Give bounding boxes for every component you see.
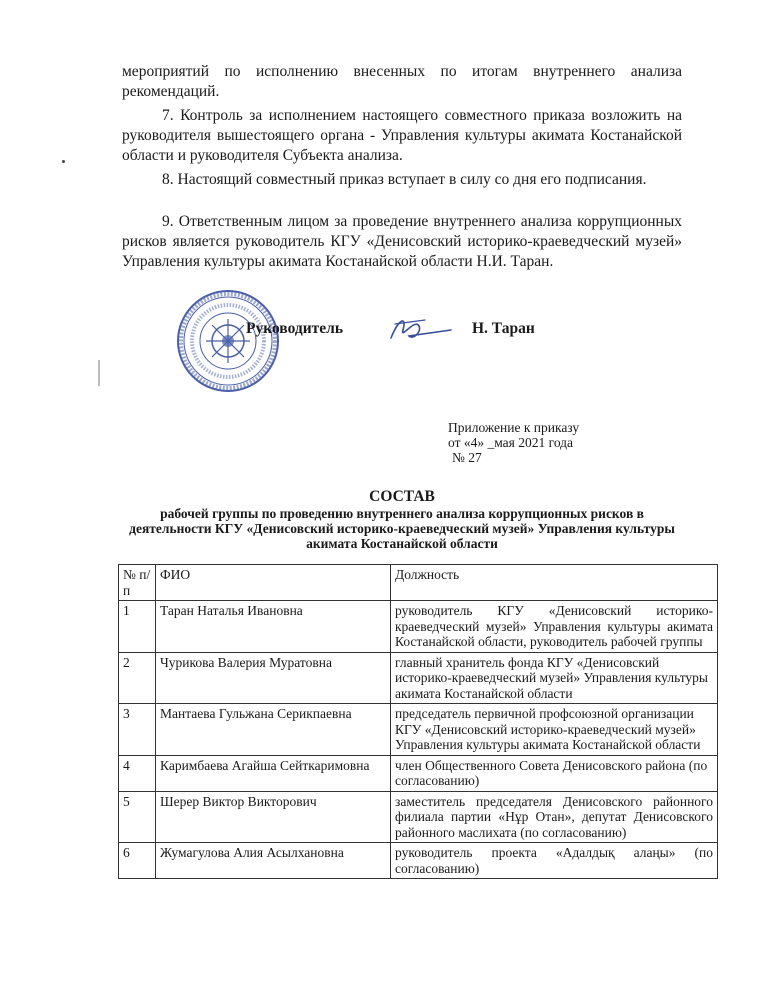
row-position: главный хранитель фонда КГУ «Денисовский историко-краеведческий музей» Управления культуры акимата Костанайской области	[391, 652, 718, 704]
working-group-table	[118, 564, 718, 879]
row-number: 5	[119, 791, 156, 843]
row-name: Каримбаева Агайша Сейткаримовна	[156, 755, 391, 791]
row-name: Таран Наталья Ивановна	[156, 601, 391, 653]
scan-mark	[62, 160, 65, 163]
annex-block	[448, 420, 579, 465]
row-name: Жумагулова Алия Асылхановна	[156, 843, 391, 879]
row-position: руководитель проекта «Адалдық алаңы» (по согласованию)	[391, 843, 718, 879]
row-name: Мантаева Гульжана Серикпаевна	[156, 704, 391, 756]
signatory-name: Н. Таран	[472, 320, 535, 337]
table-row	[119, 843, 718, 879]
table-row	[119, 755, 718, 791]
row-number: 3	[119, 704, 156, 756]
handwritten-signature-icon	[385, 312, 455, 346]
paragraph-continuation: мероприятий по исполнению внесенных по итогам внутреннего анализа рекомендаций.	[122, 63, 682, 100]
row-number: 4	[119, 755, 156, 791]
table-row	[119, 652, 718, 704]
header-name: ФИО	[156, 565, 391, 601]
signature-title: Руководитель	[246, 320, 344, 337]
paragraph-9: 9. Ответственным лицом за проведение внутреннего анализа коррупционных рисков является руководитель КГУ «Денисовский историко-краеведческий музей» Управления культуры акимата Костанайской области Н.И. Таран.	[122, 213, 682, 270]
row-position: председатель первичной профсоюзной организации КГУ «Денисовский историко-краеведческий музей» Управления культуры акимата Костанайской области	[391, 704, 718, 756]
row-position: руководитель КГУ «Денисовский историко-краеведческий музей» Управления культуры акимата Костанайской области, руководитель рабочей группы	[391, 601, 718, 653]
row-number: 1	[119, 601, 156, 653]
table-header-row	[119, 565, 718, 601]
paragraph-8: 8. Настоящий совместный приказ вступает в силу со дня его подписания.	[162, 171, 647, 188]
document-heading: СОСТАВ	[369, 488, 435, 505]
annex-line: Приложение к приказу	[448, 420, 580, 435]
annex-date: от «4» _мая 2021 года	[448, 435, 574, 450]
row-number: 2	[119, 652, 156, 704]
row-name: Шерер Виктор Викторович	[156, 791, 391, 843]
annex-number: № 27	[452, 450, 482, 465]
table-row	[119, 601, 718, 653]
header-number: № п/п	[119, 565, 156, 601]
document-subheading: рабочей группы по проведению внутреннего анализа коррупционных рисков в деятельности КГУ «Денисовский историко-краеведческий музей» Управления культуры акимата Костанайской области	[129, 506, 675, 551]
row-name: Чурикова Валерия Муратовна	[156, 652, 391, 704]
row-number: 6	[119, 843, 156, 879]
official-seal-icon	[176, 289, 280, 393]
table-row	[119, 704, 718, 756]
row-position: член Общественного Совета Денисовского района (по согласованию)	[391, 755, 718, 791]
paragraph-7: 7. Контроль за исполнением настоящего совместного приказа возложить на руководителя вышестоящего органа - Управления культуры акимата Костанайской области и руководителя Субъекта анализа.	[122, 107, 682, 164]
header-position: Должность	[391, 565, 718, 601]
scan-mark	[98, 360, 100, 386]
table-row	[119, 791, 718, 843]
row-position: заместитель председателя Денисовского районного филиала партии «Нұр Отан», депутат Денисовского районного маслихата (по согласованию)	[391, 791, 718, 843]
